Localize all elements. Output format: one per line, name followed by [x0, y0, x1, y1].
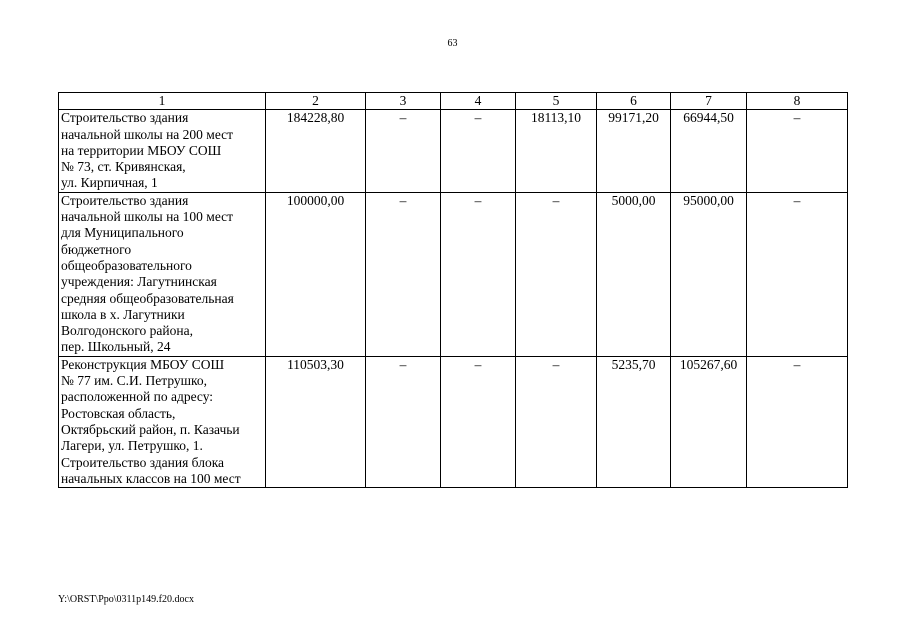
value-cell: – [747, 110, 848, 192]
value-cell: 100000,00 [266, 192, 366, 356]
description-line: учреждения: Лагутнинская [61, 274, 217, 290]
column-header: 3 [366, 93, 441, 110]
description-line: бюджетного [61, 241, 132, 257]
value-cell: 5235,70 [597, 356, 671, 487]
description-line: средняя общеобразовательная [61, 290, 234, 306]
value-cell: 105267,60 [671, 356, 747, 487]
description-line: начальных классов на 100 мест [61, 470, 241, 486]
description-line: начальной школы на 100 мест [61, 209, 234, 225]
column-header: 2 [266, 93, 366, 110]
description-line: Волгодонского района, [61, 323, 193, 339]
value-cell: – [441, 192, 516, 356]
value-cell: – [366, 192, 441, 356]
value-cell: 95000,00 [671, 192, 747, 356]
column-header: 6 [597, 93, 671, 110]
description-line: школа в х. Лагутники [61, 306, 185, 322]
table-row [59, 356, 848, 487]
description-line: общеобразовательного [61, 257, 192, 273]
value-cell: – [441, 110, 516, 192]
data-table [58, 92, 848, 488]
description-line: Реконструкция МБОУ СОШ [61, 356, 225, 372]
value-cell: – [516, 192, 597, 356]
value-cell: – [747, 356, 848, 487]
description-line: Ростовская область, [61, 405, 176, 421]
description-line: Строительство здания [61, 110, 189, 126]
description-line: пер. Школьный, 24 [61, 339, 171, 355]
footer-file-path: Y:\ORST\Ppo\0311p149.f20.docx [58, 594, 194, 605]
description-line: № 77 им. С.И. Петрушко, [61, 373, 208, 389]
table-row [59, 110, 848, 192]
value-cell: 18113,10 [516, 110, 597, 192]
column-header: 5 [516, 93, 597, 110]
value-cell: – [441, 356, 516, 487]
description-line: ул. Кирпичная, 1 [61, 175, 158, 191]
column-header: 1 [59, 93, 266, 110]
column-header: 7 [671, 93, 747, 110]
description-line: Строительство здания [61, 192, 189, 208]
description-line: для Муниципального [61, 225, 184, 241]
value-cell: 184228,80 [266, 110, 366, 192]
value-cell: 99171,20 [597, 110, 671, 192]
description-line: Октябрьский район, п. Казачьи [61, 421, 240, 437]
project-description [59, 110, 266, 192]
page-number: 63 [447, 38, 458, 49]
value-cell: – [747, 192, 848, 356]
column-header: 4 [441, 93, 516, 110]
description-line: № 73, ст. Кривянская, [61, 159, 186, 175]
description-line: расположенной по адресу: [61, 389, 214, 405]
project-description [59, 356, 266, 487]
value-cell: 110503,30 [266, 356, 366, 487]
value-cell: – [366, 356, 441, 487]
table-row [59, 192, 848, 356]
value-cell: 5000,00 [597, 192, 671, 356]
description-line: начальной школы на 200 мест [61, 126, 234, 142]
value-cell: 66944,50 [671, 110, 747, 192]
column-header: 8 [747, 93, 848, 110]
value-cell: – [516, 356, 597, 487]
project-description [59, 192, 266, 356]
header-row [59, 93, 848, 110]
description-line: Лагери, ул. Петрушко, 1. [61, 438, 203, 454]
description-line: на территории МБОУ СОШ [61, 142, 222, 158]
value-cell: – [366, 110, 441, 192]
description-line: Строительство здания блока [61, 454, 225, 470]
